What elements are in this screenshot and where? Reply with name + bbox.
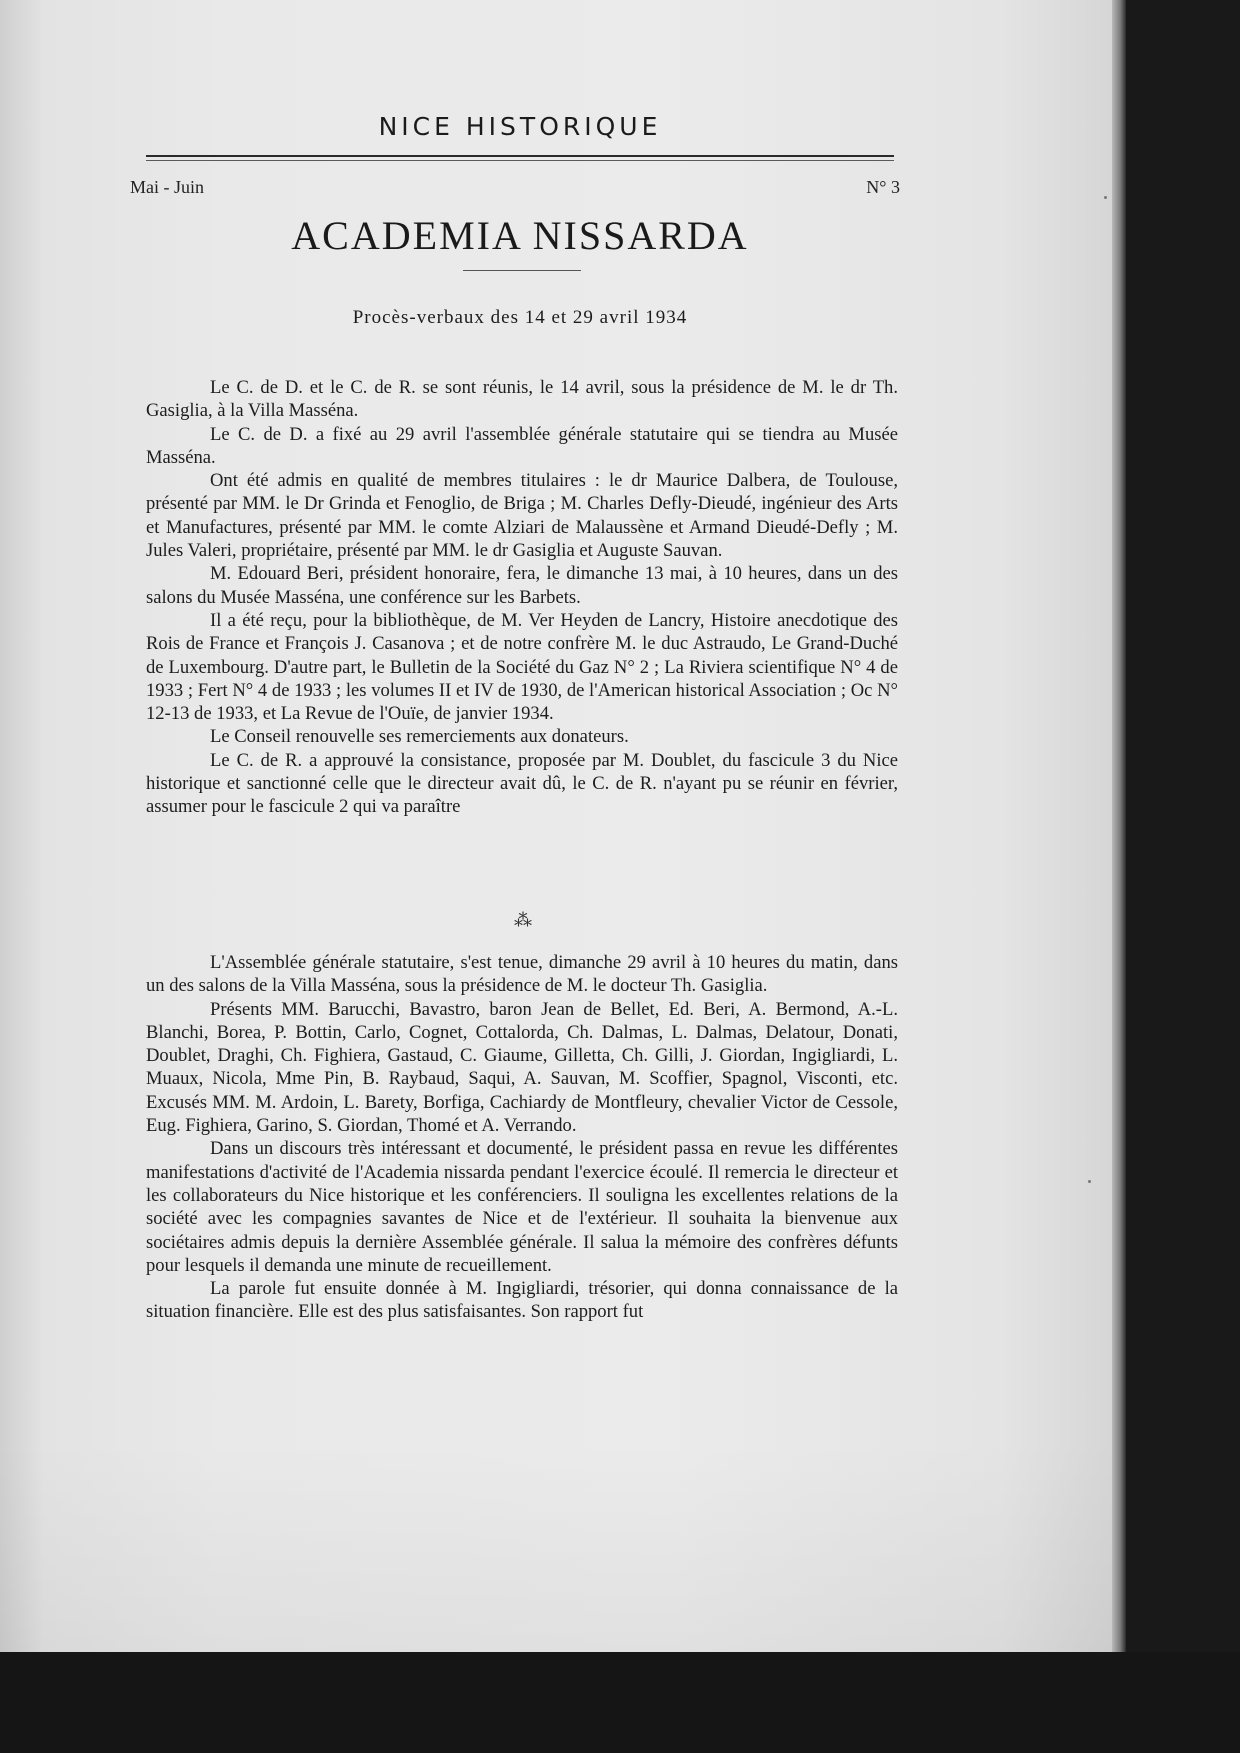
- paper-fleck: [1088, 1180, 1091, 1183]
- issue-period: Mai - Juin: [130, 177, 204, 197]
- paragraph: M. Edouard Beri, président honoraire, fera, le dimanche 13 mai, à 10 heures, dans un des salons du Musée Masséna, une conférence sur les Barbets.: [146, 563, 898, 608]
- article-title: ACADEMIA NISSARDA: [291, 213, 749, 258]
- article-subtitle: Procès-verbaux des 14 et 29 avril 1934: [352, 307, 688, 328]
- paragraph: Le C. de D. a fixé au 29 avril l'assemblée générale statutaire qui se tiendra au Musée Masséna.: [146, 423, 898, 468]
- header-rule-thick: [146, 155, 894, 157]
- header-rule-thin: [146, 160, 894, 161]
- paragraph: Présents MM. Barucchi, Bavastro, baron Jean de Bellet, Ed. Beri, A. Bermond, A.-L. Blanchi, Borea, P. Bottin, Carlo, Cognet, Cottalorda, Ch. Dalmas, L. Dalmas, Delatour, Donati, Doublet, Draghi, Ch. Fighiera, Gastaud, C. Giaume, Gilletta, Ch. Gilli, J. Giordan, Ingigliardi, L. Muaux, Nicola, Mme Pin, B. Raybaud, Saqui, A. Sauvan, M. Scoffier, Spagnol, Visconti, etc. Excusés MM. M. Ardoin, L. Barety, Borfiga, Cachiardy de Montfleury, chevalier Victor de Cessole, Eug. Fighiera, Garino, S. Giordan, Thomé et A. Verrando.: [146, 998, 898, 1137]
- section-separator: ⁂: [514, 910, 532, 930]
- page-edge: [1112, 0, 1126, 1753]
- body-section-part1: [146, 376, 898, 819]
- paragraph: Le C. de R. a approuvé la consistance, proposée par M. Doublet, du fascicule 3 du Nice historique et sanctionné celle que le directeur avait dû, le C. de R. n'ayant pu se réunir en février, assumer pour le fascicule 2 qui va paraître: [146, 749, 898, 818]
- journal-name: NICE HISTORIQUE: [378, 112, 662, 141]
- title-rule: [463, 270, 581, 271]
- body-section-part2: [146, 951, 898, 1324]
- paragraph: Ont été admis en qualité de membres titulaires : le dr Maurice Dalbera, de Toulouse, présenté par MM. le Dr Grinda et Fenoglio, de Briga ; M. Charles Defly-Dieudé, ingénieur des Arts et Manufactures, présenté par MM. le comte Alziari de Malaussène et Armand Dieudé-Defly ; M. Jules Valeri, propriétaire, présenté par MM. le dr Gasiglia et Auguste Sauvan.: [146, 470, 898, 562]
- paragraph: La parole fut ensuite donnée à M. Ingigliardi, trésorier, qui donna connaissance de la situation financière. Elle est des plus satisfaisantes. Son rapport fut: [146, 1278, 898, 1323]
- paragraph: Dans un discours très intéressant et documenté, le président passa en revue les différentes manifestations d'activité de l'Academia nissarda pendant l'exercice écoulé. Il remercia le directeur et les collaborateurs du Nice historique et les conférenciers. Il souligna les excellentes relations de la société avec les compagnies savantes de Nice et de l'extérieur. Il souhaita la bienvenue aux sociétaires admis depuis la dernière Assemblée générale. Il salua la mémoire des confrères défunts pour lesquels il demanda une minute de recueillement.: [146, 1138, 898, 1276]
- paragraph: Le Conseil renouvelle ses remerciements aux donateurs.: [210, 726, 629, 748]
- paragraph: Il a été reçu, pour la bibliothèque, de M. Ver Heyden de Lancry, Histoire anecdotique des Rois de France et François J. Casanova ; et de notre confrère M. le duc Astraudo, Le Grand-Duché de Luxembourg. D'autre part, le Bulletin de la Société du Gaz N° 2 ; La Riviera scientifique N° 4 de 1933 ; Fert N° 4 de 1933 ; les volumes II et IV de 1930, de l'American historical Association ; Oc N° 12-13 de 1933, et La Revue de l'Ouïe, de janvier 1934.: [146, 609, 898, 725]
- paper-fleck: [1104, 196, 1107, 199]
- paragraph: Le C. de D. et le C. de R. se sont réunis, le 14 avril, sous la présidence de M. le dr Th. Gasiglia, à la Villa Masséna.: [146, 377, 898, 422]
- paragraph: L'Assemblée générale statutaire, s'est tenue, dimanche 29 avril à 10 heures du matin, dans un des salons de la Villa Masséna, sous la présidence de M. le docteur Th. Gasiglia.: [146, 952, 898, 997]
- scan-background: [0, 1652, 1240, 1753]
- issue-number: N° 3: [866, 177, 900, 197]
